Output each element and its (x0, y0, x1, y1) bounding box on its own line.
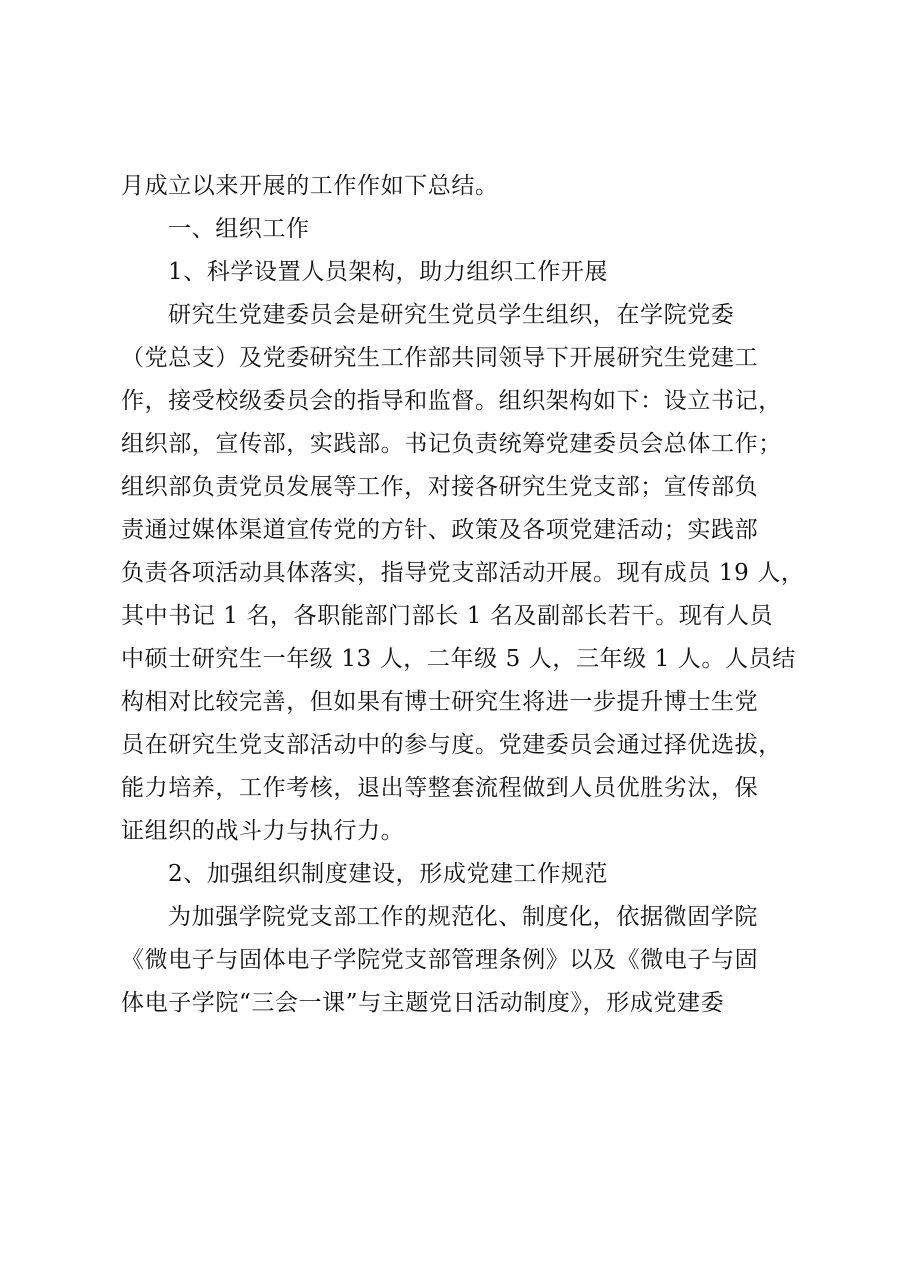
paragraph-line: 证组织的战斗力与执行力。 (121, 818, 405, 844)
section-heading: 一、组织工作 (168, 216, 310, 242)
text-line: 月成立以来开展的工作作如下总结。 (121, 173, 499, 199)
paragraph-line: 研究生党建委员会是研究生党员学生组织，在学院党委 (168, 302, 735, 328)
paragraph-line: 组织部负责党员发展等工作，对接各研究生党支部；宣传部负 (121, 474, 759, 500)
paragraph-line: 为加强学院党支部工作的规范化、制度化，依据微固学院 (168, 904, 758, 930)
subsection-heading: 1、科学设置人员架构，助力组织工作开展 (168, 259, 609, 285)
paragraph-line: 负责各项活动具体落实，指导党支部活动开展。现有成员 19 人， (121, 560, 805, 586)
paragraph-line: （党总支）及党委研究生工作部共同领导下开展研究生党建工 (121, 345, 759, 371)
subsection-heading: 2、加强组织制度建设，形成党建工作规范 (168, 861, 609, 887)
document-body (121, 165, 821, 1025)
paragraph-line: 责通过媒体渠道宣传党的方针、政策及各项党建活动；实践部 (121, 517, 759, 543)
paragraph-line: 能力培养，工作考核，退出等整套流程做到人员优胜劣汰，保 (121, 775, 759, 801)
paragraph-line: 构相对比较完善，但如果有博士研究生将进一步提升博士生党 (121, 689, 759, 715)
paragraph-line: 员在研究生党支部活动中的参与度。党建委员会通过择优选拔， (121, 732, 782, 758)
paragraph-line: 中硕士研究生一年级 13 人，二年级 5 人，三年级 1 人。人员结 (121, 646, 796, 672)
paragraph-line: 体电子学院“三会一课”与主题党日活动制度》，形成党建委 (121, 990, 725, 1016)
paragraph-line: 作，接受校级委员会的指导和监督。组织架构如下：设立书记， (121, 388, 782, 414)
paragraph-line: 组织部，宣传部，实践部。书记负责统筹党建委员会总体工作； (121, 431, 782, 457)
paragraph-line: 其中书记 1 名，各职能部门部长 1 名及副部长若干。现有人员 (121, 603, 774, 629)
paragraph-line: 《微电子与固体电子学院党支部管理条例》以及《微电子与固 (121, 947, 759, 973)
